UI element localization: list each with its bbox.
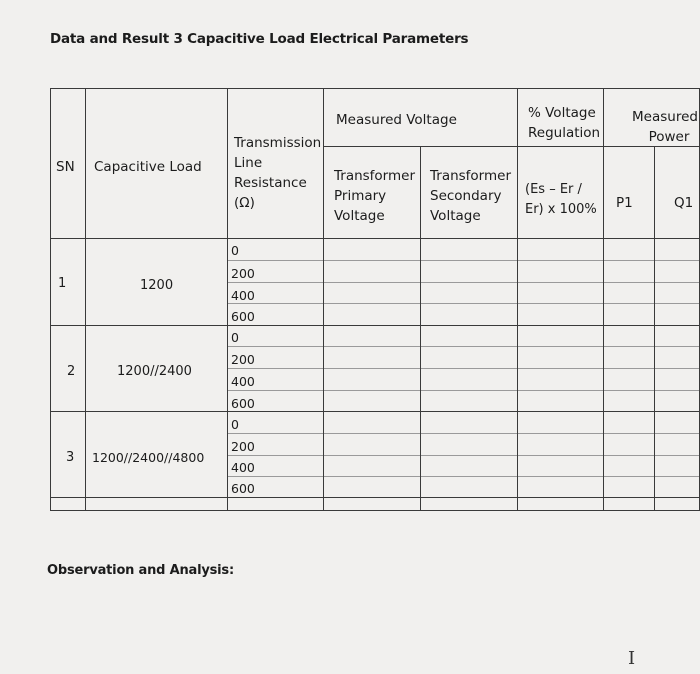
header-primary-voltage: Transformer Primary Voltage (334, 168, 416, 224)
row-1-sn: 1 (58, 276, 67, 291)
header-voltage-regulation: % Voltage Regulation (528, 105, 601, 141)
row-3-resistance: 200 (231, 439, 255, 454)
row-2-resistance: 400 (231, 374, 255, 389)
row-3-sn: 3 (66, 450, 75, 465)
header-q1: Q1 (674, 195, 694, 211)
row-1-resistance: 400 (231, 288, 255, 303)
row-1-resistance: 600 (231, 309, 255, 324)
row-1-resistance: 200 (231, 266, 255, 281)
header-line-resistance: Transmission Line Resistance (Ω) (234, 135, 322, 211)
row-3-load: 1200//2400//4800 (92, 450, 205, 465)
header-measured-power: Measured Power (632, 109, 698, 145)
page-title: Data and Result 3 Capacitive Load Electrical Parameters (50, 31, 469, 47)
row-3-resistance: 600 (231, 481, 255, 496)
row-2-resistance: 0 (231, 330, 239, 345)
row-2-load: 1200//2400 (117, 364, 192, 379)
header-secondary-voltage: Transformer Secondary Voltage (430, 168, 512, 224)
row-2-resistance: 200 (231, 352, 255, 367)
header-p1: P1 (616, 195, 633, 211)
row-3-resistance: 0 (231, 417, 239, 432)
observation-label: Observation and Analysis: (47, 563, 234, 578)
header-capacitive-load: Capacitive Load (94, 159, 202, 175)
row-1-load: 1200 (140, 278, 174, 293)
header-measured-voltage: Measured Voltage (336, 112, 457, 128)
table-border-bottom-outer (50, 510, 700, 511)
row-2-resistance: 600 (231, 396, 255, 411)
text-cursor-icon: I (628, 648, 636, 669)
row-2-sn: 2 (67, 364, 76, 379)
row-3-resistance: 400 (231, 460, 255, 475)
header-sn: SN (56, 159, 75, 175)
header-regulation-formula: (Es – Er / Er) x 100% (525, 182, 597, 217)
row-1-resistance: 0 (231, 243, 239, 258)
